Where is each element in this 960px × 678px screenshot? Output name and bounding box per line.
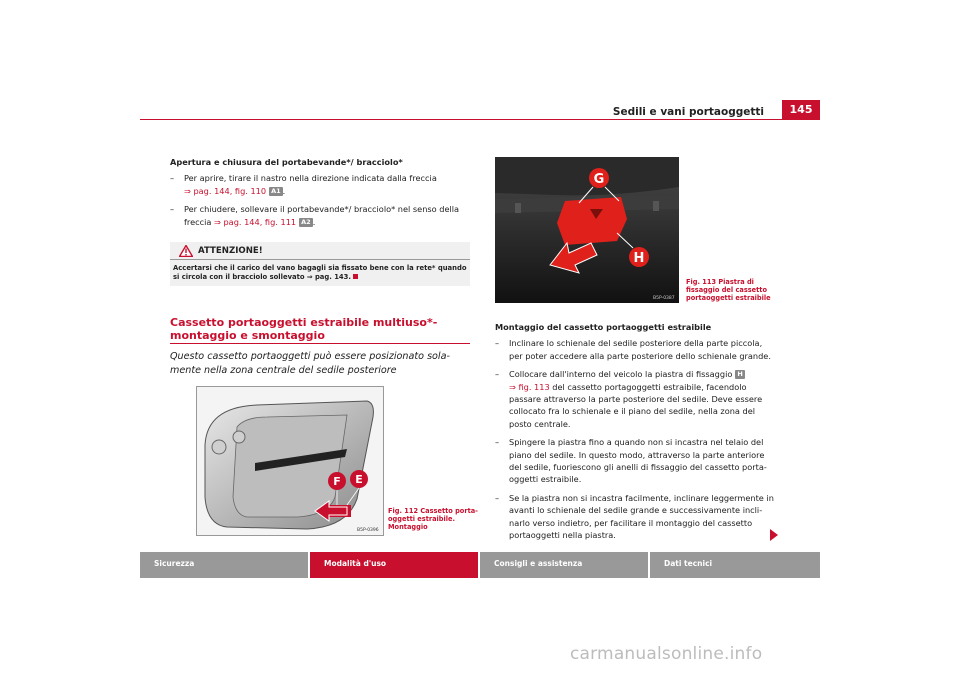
ref-fig110[interactable]: ⇒ pag. 144, fig. 110 (184, 185, 267, 196)
left-instructions (170, 156, 470, 228)
caption-fig113: Fig. 113 Piastra di fissaggio del cassetto portaoggetti estraibile (686, 278, 771, 302)
page-number: 145 (782, 100, 820, 120)
section-title: Cassetto portaoggetti estraibile multiuso*- montaggio e smontaggio (170, 316, 438, 342)
end-marker-icon (353, 274, 358, 279)
bullet-incline: – Inclinare lo schienale del sedile posteriore della parte piccola, per poter accedere alla parte posteriore dello schienale grande. (495, 337, 777, 362)
warning-triangle-icon (179, 245, 193, 257)
footer-tab-dati-tecnici[interactable]: Dati tecnici (650, 552, 820, 578)
bullet-close: – Per chiudere, sollevare il portabevande*/ bracciolo* nel senso della freccia ⇒ pag. 144, fig. 111 A2 . (170, 203, 470, 228)
header-rule (140, 119, 820, 120)
subheading-mounting: Montaggio del cassetto portaoggetti estraibile (495, 322, 712, 332)
next-page-arrow-icon[interactable] (770, 529, 778, 541)
label-h: H (633, 251, 645, 266)
badge-a1: A1 (271, 186, 281, 195)
storage-box-illustration (197, 387, 383, 535)
footer-tab-consigli[interactable]: Consigli e assistenza (480, 552, 648, 578)
running-header: Sedili e vani portaoggetti (612, 106, 764, 118)
footer-tab-sicurezza[interactable]: Sicurezza (140, 552, 308, 578)
bullet-push-plate: – Spingere la piastra fino a quando non si incastra nel telaio del piano del sedile. In questo modo, attraverso la parte anteriore del sedile, fuoriescono gli anelli di fissaggio del cassetto porta-oggetti estraibile. (495, 436, 777, 486)
caption-fig112: Fig. 112 Cassetto porta-oggetti estraibile. Montaggio (388, 507, 478, 531)
figure-code: B5P-0396 (357, 528, 379, 533)
ref-fig111[interactable]: ⇒ pag. 144, fig. 111 (214, 216, 297, 227)
subheading-armrest: Apertura e chiusura del portabevande*/ bracciolo* (170, 157, 403, 167)
figure-112 (196, 386, 384, 536)
section-rule (170, 343, 470, 344)
warning-title: ATTENZIONE! (198, 246, 263, 256)
label-g: G (593, 172, 605, 187)
footer-tab-modalita-uso[interactable]: Modalità d'uso (310, 552, 478, 578)
section-subtitle: Questo cassetto portaoggetti può essere posizionato sola-mente nella zona centrale del sedile posteriore (170, 351, 450, 376)
right-instructions (495, 321, 777, 542)
watermark: carmanualsonline.info (570, 644, 763, 664)
mounting-plate-illustration (495, 157, 679, 303)
warning-header (170, 242, 470, 260)
warning-box (170, 242, 470, 286)
bullet-open: – Per aprire, tirare il nastro nella direzione indicata dalla freccia ⇒ pag. 144, fig. 110 A1 . (170, 172, 470, 197)
bullet-tilt: – Se la piastra non si incastra facilmente, inclinare leggermente in avanti lo schienale del sedile grande e successivamente incli-narlo verso indietro, per facilitare il montaggio del cassetto portaoggetti nella piastra. (495, 492, 777, 542)
ref-fig113[interactable]: ⇒ fig. 113 (509, 381, 550, 392)
badge-a2: A2 (301, 217, 311, 226)
figure-code: B5P-0387 (653, 296, 675, 301)
bullet-place-plate: – Collocare dall'interno del veicolo la piastra di fissaggio H ⇒ fig. 113 del cassetto portagoggetti estraibile, facendolo passare attraverso la parte posteriore del sedile. Deve essere collocato fra lo schienale e il piano del sedile, nella zona del posto centrale. (495, 368, 777, 430)
warning-body: Accertarsi che il carico del vano bagagli sia fissato bene con la rete* quando si circola con il bracciolo sollevato ⇒ pag. 143. (173, 264, 467, 282)
label-e: E (355, 473, 363, 486)
figure-113 (495, 157, 679, 303)
badge-h: H (737, 370, 743, 379)
label-f: F (333, 475, 341, 488)
